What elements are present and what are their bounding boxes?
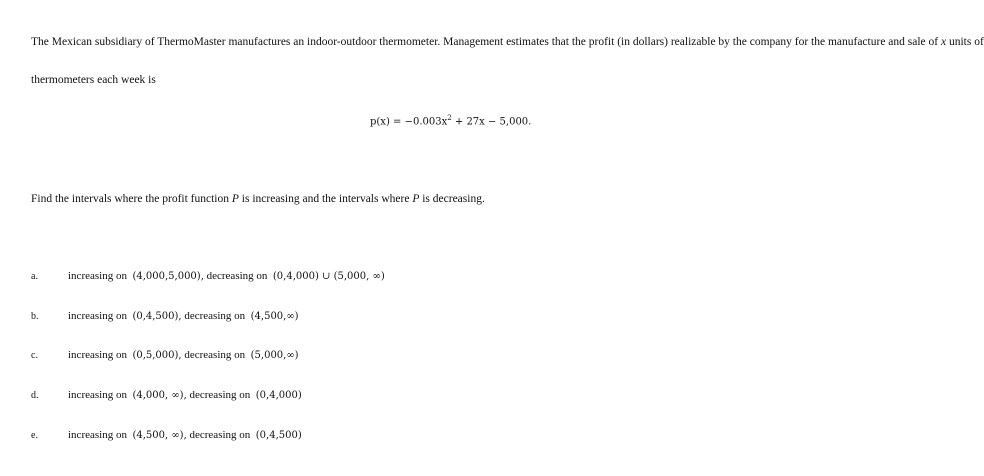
choice-dec-label: decreasing on — [189, 429, 251, 441]
choice-letter: b. — [31, 311, 39, 322]
question-part-3: is decreasing. — [419, 193, 485, 205]
choice-dec-interval: (5,000,∞) — [250, 350, 299, 361]
problem-statement-line-1 — [31, 36, 984, 48]
choice-dec-interval: (0,4,000) ∪ (5,000, ∞) — [272, 271, 385, 282]
problem-text-1a: The Mexican subsidiary of ThermoMaster manufactures an indoor-outdoor thermometer. Management estimates that the profit (in dollars) realizable by the company for the manufacture and sale of — [31, 36, 941, 48]
choice-dec-label: decreasing on — [184, 349, 246, 361]
choice-dec-label: decreasing on — [184, 310, 246, 322]
choice-letter: d. — [31, 390, 39, 401]
question-part-1: Find the intervals where the profit function — [31, 193, 232, 205]
problem-text-1b: units of — [946, 36, 984, 48]
variable-x: x — [940, 36, 947, 48]
answer-choice-a[interactable] — [31, 270, 385, 282]
formula-lhs: p(x) = −0.003x — [370, 116, 448, 128]
choice-dec-interval: (0,4,500) — [255, 430, 302, 441]
choice-dec-label: decreasing on — [189, 389, 251, 401]
choice-dec-interval: (0,4,000) — [255, 390, 302, 401]
choice-inc-interval: (0,4,500), — [132, 311, 182, 322]
profit-formula — [370, 114, 531, 127]
choice-inc-label: increasing on — [68, 349, 127, 361]
problem-statement-line-2: thermometers each week is — [31, 74, 156, 86]
choice-inc-label: increasing on — [68, 270, 127, 282]
choice-inc-interval: (4,000, ∞), — [132, 390, 187, 401]
choice-inc-interval: (4,000,5,000), — [132, 271, 204, 282]
choice-inc-label: increasing on — [68, 310, 127, 322]
choice-inc-label: increasing on — [68, 429, 127, 441]
choice-letter: c. — [31, 350, 38, 361]
answer-choice-b[interactable] — [31, 310, 299, 322]
variable-P: P — [231, 193, 239, 205]
choice-inc-interval: (4,500, ∞), — [132, 430, 187, 441]
answer-choice-c[interactable] — [31, 349, 299, 361]
formula-rhs: + 27x − 5,000. — [451, 116, 532, 128]
choice-letter: e. — [31, 430, 38, 441]
choice-letter: a. — [31, 271, 38, 282]
answer-choice-e[interactable] — [31, 429, 302, 441]
variable-P: P — [412, 193, 420, 205]
choice-inc-interval: (0,5,000), — [132, 350, 182, 361]
question-part-2: is increasing and the intervals where — [238, 193, 413, 205]
question-text — [31, 193, 485, 205]
formula-exponent: 2 — [447, 114, 452, 122]
choice-dec-label: decreasing on — [206, 270, 268, 282]
choice-dec-interval: (4,500,∞) — [250, 311, 299, 322]
choice-inc-label: increasing on — [68, 389, 127, 401]
answer-choice-d[interactable] — [31, 389, 302, 401]
